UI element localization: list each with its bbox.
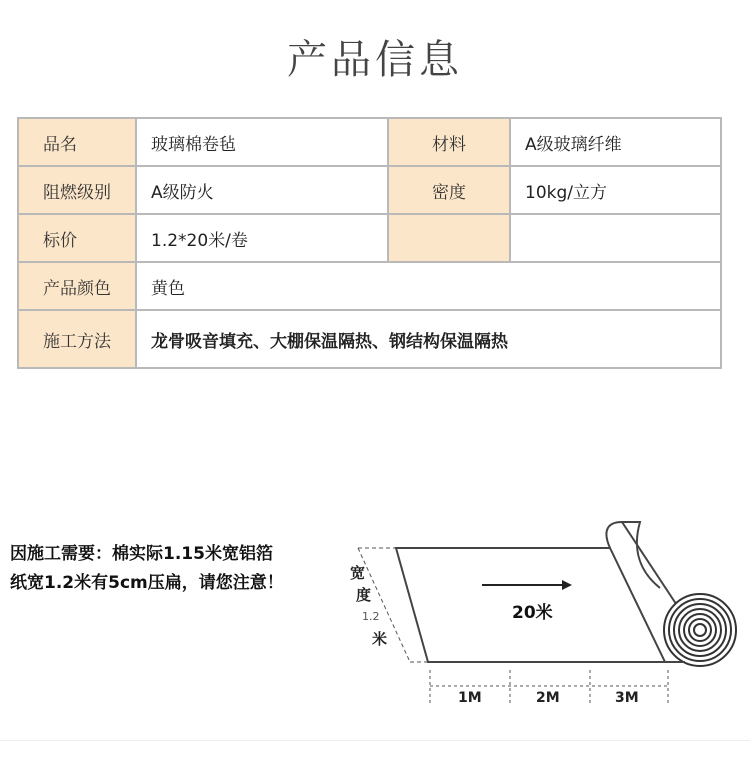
empty-value-cell (510, 214, 721, 262)
table-row (18, 214, 721, 262)
price-value: 1.2*20米/卷 (136, 214, 388, 262)
table-row (18, 166, 721, 214)
width-value: 1.2 (362, 610, 380, 623)
usage-label: 施工方法 (18, 310, 136, 368)
width-char-2: 度 (356, 586, 372, 604)
roll-diagram (340, 510, 745, 735)
length-label: 20米 (512, 603, 553, 623)
empty-label-cell (388, 214, 510, 262)
table-row (18, 118, 721, 166)
fire-rating-label: 阻燃级别 (18, 166, 136, 214)
name-label: 品名 (18, 118, 136, 166)
mark-3m: 3M (615, 690, 639, 706)
name-value: 玻璃棉卷毡 (136, 118, 388, 166)
roll-end (664, 594, 736, 666)
notice-line-1: 因施工需要：棉实际1.15米宽铝箔 (10, 544, 273, 564)
mark-2m: 2M (536, 690, 560, 706)
price-label: 标价 (18, 214, 136, 262)
width-notice (10, 540, 340, 598)
width-char-1: 宽 (350, 564, 366, 582)
table-row (18, 310, 721, 368)
material-label: 材料 (388, 118, 510, 166)
usage-value: 龙骨吸音填充、大棚保温隔热、钢结构保温隔热 (136, 310, 721, 368)
color-value: 黄色 (136, 262, 721, 310)
density-value: 10kg/立方 (510, 166, 721, 214)
notice-line-2: 纸宽1.2米有5cm压扁，请您注意！ (10, 573, 284, 593)
fire-rating-value: A级防火 (136, 166, 388, 214)
density-label: 密度 (388, 166, 510, 214)
material-value: A级玻璃纤维 (510, 118, 721, 166)
mark-1m: 1M (458, 690, 482, 706)
width-unit: 米 (372, 630, 388, 648)
page-title: 产品信息 (287, 37, 463, 83)
bottom-divider (0, 740, 750, 741)
table-row (18, 262, 721, 310)
product-info-table (17, 117, 722, 369)
color-label: 产品颜色 (18, 262, 136, 310)
